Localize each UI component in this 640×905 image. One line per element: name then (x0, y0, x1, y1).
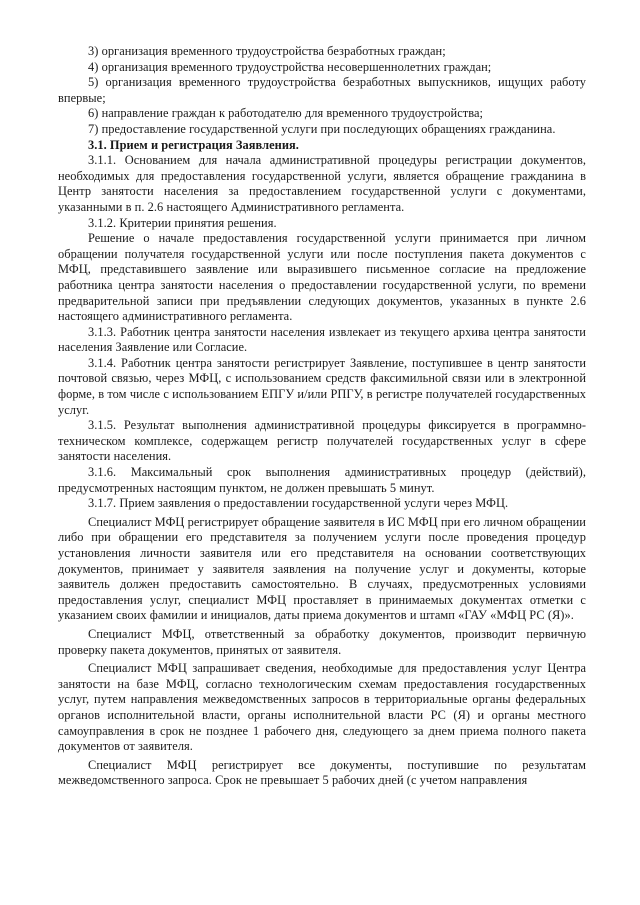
paragraph-mfc-check: Специалист МФЦ, ответственный за обработку документов, производит первичную проверку пакета документов, принятых от заявителя. (58, 626, 586, 657)
paragraph-3-1-4: 3.1.4. Работник центра занятости регистрирует Заявление, поступившее в центр занятости почтовой связью, через МФЦ, с использованием средств факсимильной связи или в электронной форме, в том числе с использованием ЕПГУ и/или РПГУ, в регистре получателей государственных услуг. (58, 355, 586, 417)
section-heading-3-1: 3.1. Прием и регистрация Заявления. (88, 137, 299, 152)
paragraph-3-1-6: 3.1.6. Максимальный срок выполнения административных процедур (действий), предусмотренных настоящим пунктом, не должен превышать 5 минут. (58, 465, 586, 495)
list-item-3: 3) организация временного трудоустройства безработных граждан; (88, 44, 446, 58)
paragraph-3-1-5: 3.1.5. Результат выполнения административной процедуры фиксируется в программно-техническом комплексе, содержащем регистр получателей государственных услуг в сфере занятости населения. (58, 418, 586, 464)
paragraph-decision: Решение о начале предоставления государственной услуги принимается при личном обращении получателя государственной услуги или после поступления пакета документов с МФЦ, представившего заявление или выразившего письменное согласие на предложение работника центра занятости населения о предоставлении государственной услуги, по времени предварительной записи при предъявлении следующих документов, указанных в пункте 2.6 настоящего административного регламента. (58, 231, 586, 324)
paragraph-mfc-registration: Специалист МФЦ регистрирует обращение заявителя в ИС МФЦ при его личном обращении либо при обращении его представителя за получением услуги после проведения процедур установления личности заявителя или его представителя на основании соответствующих документов, принимает у заявителя заявления на получение услуг и документы, которые заявитель должен предоставить самостоятельно. В случаях, предусмотренных условиями предоставления услуг, специалист МФЦ проставляет в принимаемых документах отметки с указанием своих фамилии и инициалов, даты приема документов и штамп «ГАУ «МФЦ РС (Я)». (58, 514, 586, 623)
list-item-5: 5) организация временного трудоустройства безработных выпускников, ищущих работу впервые; (58, 75, 586, 105)
paragraph-3-1-2: 3.1.2. Критерии принятия решения. (88, 215, 277, 230)
paragraph-3-1-7: 3.1.7. Прием заявления о предоставлении государственной услуги через МФЦ. (88, 496, 509, 511)
paragraph-3-1-1: 3.1.1. Основанием для начала административной процедуры регистрации документов, необходимых для предоставления государственной услуги, является обращение гражданина в Центр занятости населения за предоставлением государственной услуги с документами, указанными в п. 2.6 настоящего Административного регламента. (58, 153, 586, 214)
list-item-6: 6) направление граждан к работодателю для временного трудоустройства; (88, 106, 483, 121)
list-item-4: 4) организация временного трудоустройства несовершеннолетних граждан; (88, 59, 492, 74)
paragraph-mfc-documents: Специалист МФЦ регистрирует все документы, поступившие по результатам межведомственного запроса. Срок не превышает 5 рабочих дней (с учетом направления (58, 757, 586, 788)
paragraph-mfc-request: Специалист МФЦ запрашивает сведения, необходимые для предоставления услуг Центра занятости на базе МФЦ, согласно технологическим схемам предоставления государственных услуг, путем направления межведомственных запросов в территориальные органы федеральных органов исполнительной власти, органы исполнительной власти РС (Я) и органы местного самоуправления в срок не позднее 1 рабочего дня, следующего за днем приема полного пакета документов от заявителя. (58, 661, 586, 754)
list-item-7: 7) предоставление государственной услуги при последующих обращениях гражданина. (88, 121, 556, 136)
paragraph-3-1-3: 3.1.3. Работник центра занятости населения извлекает из текущего архива центра занятости населения Заявление или Согласие. (58, 324, 586, 355)
